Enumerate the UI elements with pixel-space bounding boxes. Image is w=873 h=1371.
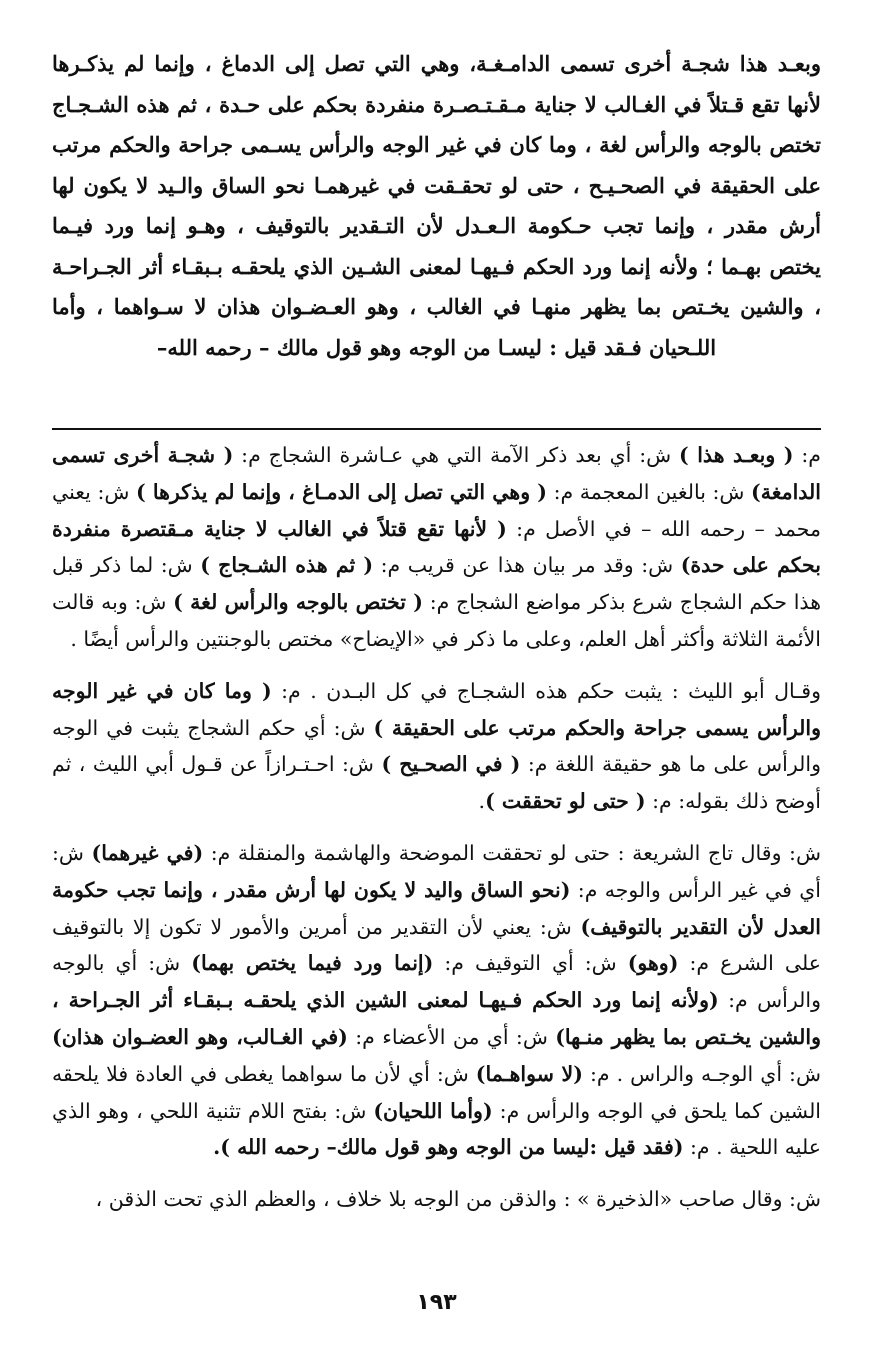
- commentary-segment: ش: لما ذكر قبل هذا حكم الشجاج شرع بذكر مواضع الشجاج م:: [52, 553, 822, 615]
- page-number: ١٩٣: [416, 1290, 457, 1315]
- commentary-section: [52, 437, 821, 1218]
- commentary-paragraph-3: [52, 835, 821, 1166]
- quoted-matn-segment: (وأما اللحيان): [373, 1098, 493, 1123]
- quoted-matn-segment: ( لأنها تقع قتلاً في الغالب لا جناية مـقتصرة منفردة بحكم على حدة): [52, 516, 821, 578]
- commentary-segment: ش: أي في غير الرأس والوجه م:: [52, 840, 821, 902]
- quoted-matn-segment: (لا سواهـما): [475, 1061, 583, 1086]
- commentary-segment: .: [478, 789, 486, 814]
- quoted-matn-segment: ( وهي التي تصل إلى الدمـاغ ، وإنما لم يذكرها ): [135, 479, 547, 504]
- quoted-matn-segment: (إنما ورد فيما يختص بهما): [191, 951, 434, 976]
- commentary-paragraph-2: [52, 673, 821, 820]
- main-text-paragraph: وبعـد هذا شجـة أخرى تسمى الدامـغـة، وهي التي تصل إلى الدماغ ، وإنما لم يذكـرها لأنها تقع قـتلاً في الغـالب لا جناية مـقـتـصـرة منفردة بحكم على حـدة ، ثم هذه الشـجـاج تختص بالوجه والرأس لغة ، وما كان في غير الوجه والرأس يسـمى جراحة والحكم مرتب على الحقيقة في الصحـيـح ، حتى لو تحقـقت في غيرهمـا نحو الساق والـيد لا يكون لها أرش مقدر ، وإنما تجب حـكومة الـعـدل لأن التـقدير بالتوقيف ، وهـو إنما ورد فيـما يختص بهـما ؛ ولأنه إنما ورد الحكم فـيهـا لمعنى الشـين الذي يلحقـه بـبقـاء أثر الجـراحـة ، والشين يخـتص بما يظهر منهـا في الغالب ، وهو العـضـوان هذان لا سـواهما ، وأما اللـحيان فـقد قيل : ليسـا من الوجه وهو قول مالك – رحمه الله–: [52, 51, 821, 360]
- commentary-segment: ش: أي لأن ما سواهما يغطى في العادة فلا يلحقه الشين كما يلحق في الوجه والرأس م:: [52, 1061, 822, 1123]
- quoted-matn-segment: ( تختص بالوجه والرأس لغة ): [173, 590, 423, 615]
- commentary-segment: ش: أي الوجـه والراس . م:: [582, 1061, 821, 1086]
- commentary-segment: ش: وبه قالت الأئمة الثلاثة وأكثر أهل العلم، وعلى ما ذكر في «الإيضاح» مختص بالوجنتين والرأس أيضًا .: [52, 590, 821, 651]
- commentary-segment: ش: بالغين المعجمة م:: [547, 479, 752, 504]
- quoted-matn-segment: (في الغـالب، وهو العضـوان هذان): [52, 1024, 348, 1049]
- commentary-segment: ش: أي بالوجه والرأس م:: [52, 951, 821, 1013]
- commentary-paragraph-4: [52, 1181, 821, 1218]
- commentary-segment: ش: أي بعد ذكر الآمة التي هي عـاشرة الشجاج م:: [233, 443, 680, 467]
- quoted-matn-segment: ( في الصحـيح ): [381, 752, 521, 777]
- quoted-matn-segment: (وهو): [627, 951, 679, 976]
- commentary-segment: ش: يعني محمد – رحمه الله – في الأصل م:: [52, 479, 821, 541]
- commentary-segment: ش: وقد مر بيان هذا عن قريب م:: [373, 553, 681, 578]
- footnote-divider-rule: [52, 428, 821, 430]
- commentary-segment: ش: وقال صاحب «الذخيرة » : والذقن من الوجه بلا خلاف ، والعظم الذي تحت الذقن ،: [95, 1187, 821, 1212]
- commentary-segment: م:: [793, 443, 821, 467]
- quoted-matn-segment: (في غيرهما): [91, 840, 204, 865]
- quoted-matn-segment: ( حتى لو تحققت ): [485, 789, 646, 814]
- quoted-matn-segment: ( وبعـد هذا ): [679, 443, 794, 467]
- commentary-segment: ش: يعني لأن التقدير من أمرين والأمور لا تكون إلا بالتوقيف على الشرع م:: [52, 914, 822, 976]
- commentary-segment: ش: بفتح اللام تثنية اللحي ، وهو الذي عليه اللحية . م:: [52, 1098, 821, 1160]
- commentary-paragraph-1: [52, 437, 821, 658]
- quoted-matn-segment: (نحو الساق واليد لا يكون لها أرش مقدر ، وإنما تجب حكومة العدل لأن التقدير بالتوقيف): [52, 877, 821, 939]
- quoted-matn-segment: ( شجـة أخرى تسمى الدامغة): [52, 443, 821, 504]
- quoted-matn-segment: ( وما كان في غير الوجه والرأس يسمى جراحة والحكم مرتب على الحقيقة ): [52, 678, 822, 740]
- commentary-segment: ش: احـتـرازاً عن قـول أبي الليث ، ثم أوضح ذلك بقوله: م:: [52, 752, 821, 814]
- commentary-segment: ش: وقال تاج الشريعة : حتى لو تحققت الموضحة والهاشمة والمنقلة م:: [203, 840, 821, 865]
- commentary-segment: ش: أي من الأعضاء م:: [347, 1024, 556, 1049]
- commentary-segment: ش: أي التوقيف م:: [433, 951, 628, 976]
- commentary-segment: ش: أي حكم الشجاج يثبت في الوجه والرأس على ما هو حقيقة اللغة م:: [52, 715, 821, 777]
- quoted-matn-segment: (فقد قيل :ليسا من الوجه وهو قول مالك– رحمه الله ).: [213, 1135, 684, 1160]
- commentary-segment: وقـال أبو الليث : يثبت حكم هذه الشجـاج في كل البـدن . م:: [271, 678, 821, 703]
- quoted-matn-segment: (ولأنه إنما ورد الحكم فـيهـا لمعنى الشين الذي يلحقـه بـبقـاء أثر الجـراحة ، والشين يخـتص بما يظهر منـها): [52, 988, 821, 1049]
- quoted-matn-segment: ( ثم هذه الشـجاج ): [200, 553, 374, 578]
